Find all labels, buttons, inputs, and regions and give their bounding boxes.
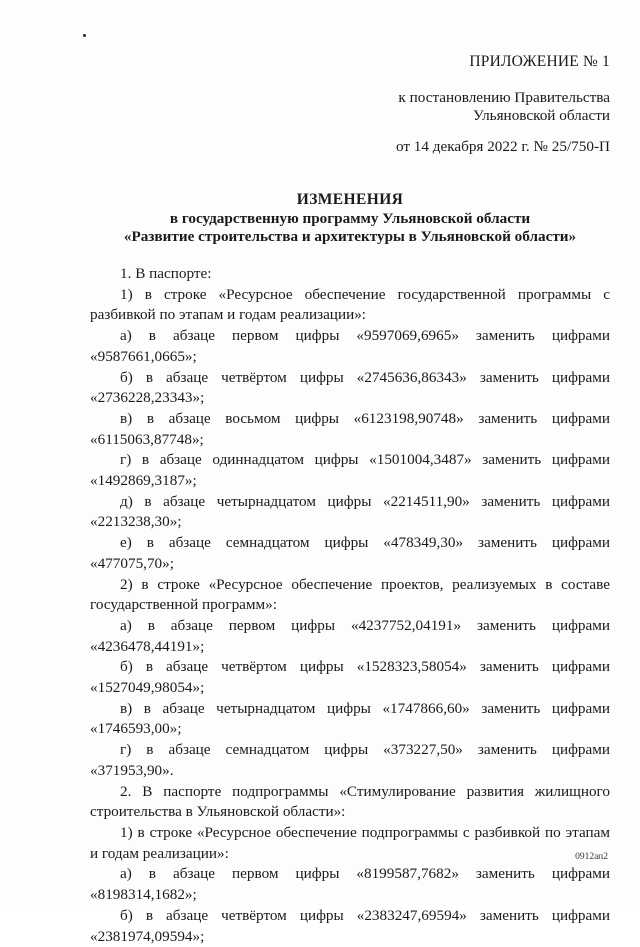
list-item: б) в абзаце четвёртом цифры «1528323,58054» заменить цифрами «1527049,98054»;	[90, 658, 610, 697]
document-title-block	[60, 190, 640, 246]
list-item: б) в абзаце четвёртом цифры «2745636,86343» заменить цифрами «2736228,23343»;	[90, 368, 610, 407]
footer-document-code: 0912ап2	[575, 852, 608, 862]
list-item: д) в абзаце четырнадцатом цифры «2214511,90» заменить цифрами «2213238,30»;	[90, 492, 610, 531]
list-item: е) в абзаце семнадцатом цифры «478349,30» заменить цифрами «477075,70»;	[90, 534, 610, 572]
list-item: г) в абзаце одиннадцатом цифры «1501004,3487» заменить цифрами «1492869,3187»;	[90, 451, 610, 490]
section-heading: 1. В паспорте:	[120, 265, 212, 282]
resolution-reference-line: Ульяновской области	[473, 107, 610, 124]
scan-speck	[83, 34, 86, 37]
list-item: в) в абзаце восьмом цифры «6123198,90748» заменить цифрами «6115063,87748»;	[90, 409, 610, 448]
list-item: а) в абзаце первом цифры «8199587,7682» заменить цифрами «8198314,1682»;	[90, 865, 610, 904]
list-item: 1) в строке «Ресурсное обеспечение подпрограммы с разбивкой по этапам и годам реализации»:	[90, 823, 610, 862]
list-item: а) в абзаце первом цифры «4237752,04191» заменить цифрами «4236478,44191»;	[90, 616, 610, 655]
list-item: а) в абзаце первом цифры «9597069,6965» заменить цифрами «9587661,0665»;	[90, 327, 610, 365]
document-subtitle: в государственную программу Ульяновской области	[169, 210, 531, 227]
document-title: ИЗМЕНЕНИЯ	[296, 191, 404, 208]
list-item: г) в абзаце семнадцатом цифры «373227,50» заменить цифрами «371953,90».	[90, 741, 610, 779]
resolution-reference-line: к постановлению Правительства	[398, 89, 610, 106]
list-item: 2) в строке «Ресурсное обеспечение проектов, реализуемых в составе государственной программ»:	[90, 575, 610, 614]
list-item: б) в абзаце четвёртом цифры «2383247,69594» заменить цифрами «2381974,09594»;	[90, 906, 610, 945]
list-item: в) в абзаце четырнадцатом цифры «1747866,60» заменить цифрами «1746593,00»;	[90, 699, 610, 738]
list-item: 1) в строке «Ресурсное обеспечение государственной программы с разбивкой по этапам и годам реализации»:	[90, 285, 610, 324]
document-subtitle: «Развитие строительства и архитектуры в Ульяновской области»	[123, 228, 577, 245]
document-body	[90, 264, 610, 947]
resolution-date-number: от 14 декабря 2022 г. № 25/750-П	[395, 138, 610, 155]
appendix-title: ПРИЛОЖЕНИЕ № 1	[469, 53, 610, 70]
section-heading: 2. В паспорте подпрограммы «Стимулирование развития жилищного строительства в Ульяновской области»:	[90, 782, 610, 821]
